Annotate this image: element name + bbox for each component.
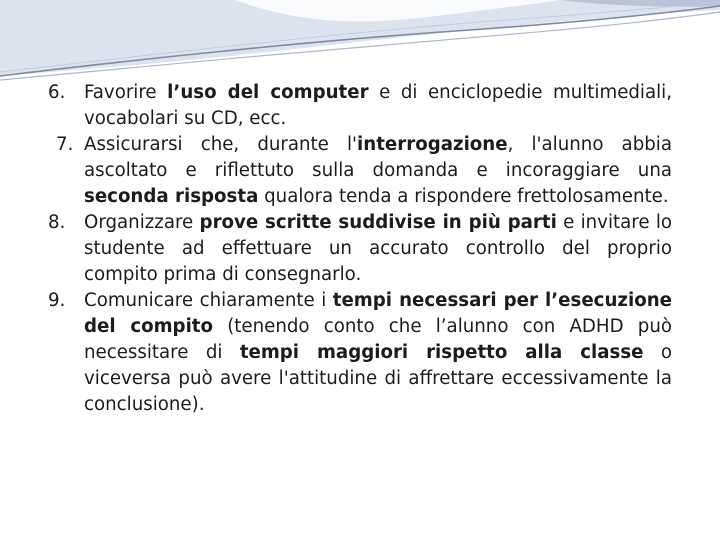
body-text: o viceversa può avere l'attitudine di affrettare eccessivamente la conclusione). — [84, 342, 673, 415]
list-item-number: 9. — [48, 290, 66, 311]
body-text: , l'alunno abbia ascoltato e riflettuto sulla domanda e incoraggiare una — [84, 134, 672, 181]
emphasized-text: l’uso del computer — [167, 82, 369, 103]
list-item-text — [84, 212, 672, 285]
body-text: e invitare lo studente ad effettuare un accurato controllo del proprio compito prima di consegnarlo. — [84, 212, 673, 285]
list-item — [48, 132, 672, 210]
body-text: Comunicare chiaramente i — [84, 290, 333, 311]
emphasized-text: tempi necessari per l’esecuzione del compito — [84, 290, 673, 337]
body-text: (tenendo conto che l’alunno con ADHD può necessitare di — [84, 316, 672, 363]
list-item-text — [84, 134, 672, 207]
list-item-text — [84, 290, 672, 415]
emphasized-text: prove scritte suddivise in più parti — [199, 212, 557, 233]
emphasized-text: seconda risposta — [84, 186, 259, 207]
body-text: e di enciclopedie multimediali, vocabolari su CD, ecc. — [84, 82, 673, 129]
body-text: Organizzare — [84, 212, 200, 233]
list-item-number: 7. — [56, 134, 74, 155]
list-item-number: 8. — [48, 212, 66, 233]
emphasized-text: tempi maggiori rispetto alla classe — [239, 342, 644, 363]
list-item — [48, 288, 672, 418]
body-text: qualora tenda a rispondere frettolosamente. — [258, 186, 669, 207]
body-text: Assicurarsi che, durante l' — [84, 134, 358, 155]
emphasized-text: interrogazione — [357, 134, 508, 155]
list-item-number: 6. — [48, 82, 66, 103]
header-wave-decoration — [0, 0, 720, 90]
list-item — [48, 210, 672, 288]
list-item-text — [84, 82, 672, 129]
numbered-list — [48, 80, 672, 418]
slide-content — [48, 80, 672, 418]
body-text: Favorire — [84, 82, 168, 103]
list-item — [48, 80, 672, 132]
